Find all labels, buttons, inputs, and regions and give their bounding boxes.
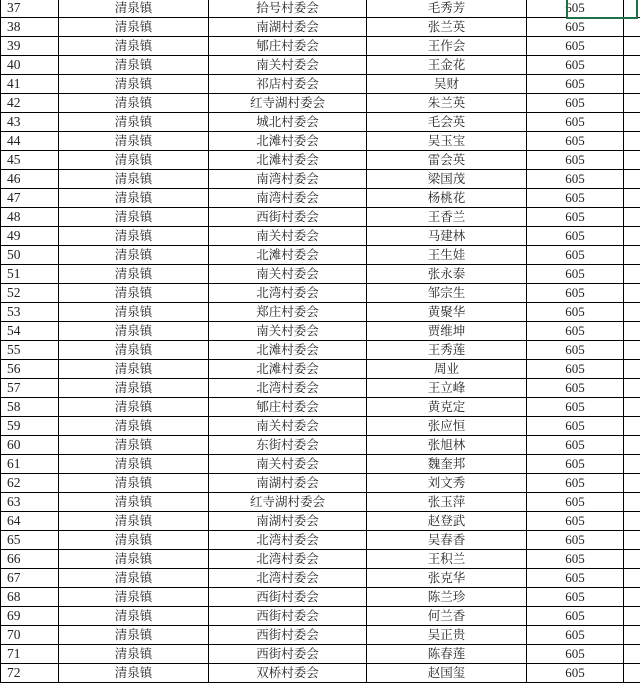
town-cell[interactable]: 清泉镇 [59,607,209,626]
amount-cell[interactable]: 605 [527,664,624,683]
village-cell[interactable]: 北湾村委会 [209,531,367,550]
town-cell[interactable]: 清泉镇 [59,113,209,132]
town-cell[interactable]: 清泉镇 [59,322,209,341]
empty-cell[interactable] [624,398,640,417]
table-row [1,75,640,94]
name-cell[interactable]: 张兰英 [367,18,527,37]
name-cell[interactable]: 王秀莲 [367,341,527,360]
village-cell[interactable]: 北湾村委会 [209,569,367,588]
amount-cell[interactable]: 605 [527,550,624,569]
row-number-cell[interactable]: 64 [1,512,59,531]
village-cell[interactable]: 南湖村委会 [209,512,367,531]
row-number-cell[interactable]: 44 [1,132,59,151]
name-cell[interactable]: 刘文秀 [367,474,527,493]
row-number-cell[interactable]: 71 [1,645,59,664]
name-cell[interactable]: 陈兰珍 [367,588,527,607]
empty-cell[interactable] [624,341,640,360]
name-cell[interactable]: 周业 [367,360,527,379]
empty-cell[interactable] [624,455,640,474]
table-row [1,322,640,341]
name-cell[interactable]: 吴财 [367,75,527,94]
amount-cell[interactable]: 605 [527,94,624,113]
village-cell[interactable]: 南湖村委会 [209,18,367,37]
name-cell[interactable]: 杨桃花 [367,189,527,208]
empty-cell[interactable] [624,474,640,493]
village-cell[interactable]: 城北村委会 [209,113,367,132]
row-number-cell[interactable]: 42 [1,94,59,113]
amount-cell[interactable]: 605 [527,113,624,132]
empty-cell[interactable] [624,569,640,588]
sheet-body [1,0,640,683]
amount-cell[interactable]: 605 [527,132,624,151]
empty-cell[interactable] [624,189,640,208]
town-cell[interactable]: 清泉镇 [59,246,209,265]
town-cell[interactable]: 清泉镇 [59,360,209,379]
table-row [1,626,640,645]
row-number-cell[interactable]: 63 [1,493,59,512]
village-cell[interactable]: 双桥村委会 [209,664,367,683]
amount-cell[interactable]: 605 [527,151,624,170]
empty-cell[interactable] [624,208,640,227]
village-cell[interactable]: 祁店村委会 [209,75,367,94]
empty-cell[interactable] [624,417,640,436]
village-cell[interactable]: 南关村委会 [209,265,367,284]
empty-cell[interactable] [624,588,640,607]
name-cell[interactable]: 赵国玺 [367,664,527,683]
town-cell[interactable]: 清泉镇 [59,227,209,246]
name-cell[interactable]: 马建林 [367,227,527,246]
row-number-cell[interactable]: 65 [1,531,59,550]
row-number-cell[interactable]: 40 [1,56,59,75]
table-row [1,360,640,379]
village-cell[interactable]: 红寺湖村委会 [209,493,367,512]
table-row [1,607,640,626]
town-cell[interactable]: 清泉镇 [59,664,209,683]
name-cell[interactable]: 王作会 [367,37,527,56]
empty-cell[interactable] [624,607,640,626]
row-number-cell[interactable]: 61 [1,455,59,474]
name-cell[interactable]: 张应恒 [367,417,527,436]
amount-cell[interactable]: 605 [527,18,624,37]
empty-cell[interactable] [624,436,640,455]
name-cell[interactable]: 王生娃 [367,246,527,265]
name-cell[interactable]: 王立峰 [367,379,527,398]
name-cell[interactable]: 张旭林 [367,436,527,455]
row-number-cell[interactable]: 37 [1,0,59,18]
row-number-cell[interactable]: 39 [1,37,59,56]
town-cell[interactable]: 清泉镇 [59,284,209,303]
village-cell[interactable]: 西街村委会 [209,208,367,227]
table-row [1,113,640,132]
village-cell[interactable]: 北滩村委会 [209,341,367,360]
row-number-cell[interactable]: 56 [1,360,59,379]
name-cell[interactable]: 朱兰英 [367,94,527,113]
village-cell[interactable]: 南关村委会 [209,322,367,341]
name-cell[interactable]: 梁国茂 [367,170,527,189]
town-cell[interactable]: 清泉镇 [59,398,209,417]
table-row [1,56,640,75]
table-row [1,151,640,170]
table-row [1,189,640,208]
village-cell[interactable]: 北湾村委会 [209,284,367,303]
amount-cell[interactable]: 605 [527,607,624,626]
name-cell[interactable]: 张永泰 [367,265,527,284]
table-row [1,455,640,474]
amount-cell[interactable]: 605 [527,626,624,645]
name-cell[interactable]: 贾维坤 [367,322,527,341]
name-cell[interactable]: 陈春莲 [367,645,527,664]
town-cell[interactable]: 清泉镇 [59,189,209,208]
village-cell[interactable]: 南湾村委会 [209,189,367,208]
row-number-cell[interactable]: 68 [1,588,59,607]
empty-cell[interactable] [624,626,640,645]
amount-cell[interactable]: 605 [527,379,624,398]
row-number-cell[interactable]: 53 [1,303,59,322]
name-cell[interactable]: 张克华 [367,569,527,588]
amount-cell[interactable]: 605 [527,417,624,436]
empty-cell[interactable] [624,284,640,303]
table-row [1,227,640,246]
amount-cell[interactable]: 605 [527,265,624,284]
name-cell[interactable]: 王积兰 [367,550,527,569]
table-row [1,398,640,417]
amount-cell[interactable]: 605 [527,0,624,18]
empty-cell[interactable] [624,170,640,189]
amount-cell[interactable]: 605 [527,512,624,531]
empty-cell[interactable] [624,322,640,341]
empty-cell[interactable] [624,379,640,398]
empty-cell[interactable] [624,0,640,18]
village-cell[interactable]: 南关村委会 [209,227,367,246]
village-cell[interactable]: 东街村委会 [209,436,367,455]
town-cell[interactable]: 清泉镇 [59,436,209,455]
row-number-cell[interactable]: 46 [1,170,59,189]
village-cell[interactable]: 郇庄村委会 [209,37,367,56]
town-cell[interactable]: 清泉镇 [59,474,209,493]
row-number-cell[interactable]: 43 [1,113,59,132]
empty-cell[interactable] [624,493,640,512]
name-cell[interactable]: 雷会英 [367,151,527,170]
row-number-cell[interactable]: 41 [1,75,59,94]
table-row [1,303,640,322]
name-cell[interactable]: 吴玉宝 [367,132,527,151]
table-row [1,208,640,227]
row-number-cell[interactable]: 66 [1,550,59,569]
amount-cell[interactable]: 605 [527,227,624,246]
name-cell[interactable]: 张玉萍 [367,493,527,512]
table-row [1,569,640,588]
table-row [1,37,640,56]
empty-cell[interactable] [624,113,640,132]
name-cell[interactable]: 黄聚华 [367,303,527,322]
empty-cell[interactable] [624,664,640,683]
empty-cell[interactable] [624,37,640,56]
empty-cell[interactable] [624,132,640,151]
town-cell[interactable]: 清泉镇 [59,265,209,284]
empty-cell[interactable] [624,75,640,94]
village-cell[interactable]: 拾号村委会 [209,0,367,18]
town-cell[interactable]: 清泉镇 [59,94,209,113]
village-cell[interactable]: 南关村委会 [209,455,367,474]
name-cell[interactable]: 王香兰 [367,208,527,227]
table-row [1,493,640,512]
village-cell[interactable]: 北滩村委会 [209,151,367,170]
town-cell[interactable]: 清泉镇 [59,170,209,189]
table-row [1,379,640,398]
empty-cell[interactable] [624,531,640,550]
name-cell[interactable]: 黄克定 [367,398,527,417]
town-cell[interactable]: 清泉镇 [59,75,209,94]
empty-cell[interactable] [624,550,640,569]
row-number-cell[interactable]: 60 [1,436,59,455]
town-cell[interactable]: 清泉镇 [59,569,209,588]
village-cell[interactable]: 北湾村委会 [209,379,367,398]
amount-cell[interactable]: 605 [527,246,624,265]
amount-cell[interactable]: 605 [527,493,624,512]
amount-cell[interactable]: 605 [527,645,624,664]
row-number-cell[interactable]: 48 [1,208,59,227]
amount-cell[interactable]: 605 [527,588,624,607]
row-number-cell[interactable]: 59 [1,417,59,436]
amount-cell[interactable]: 605 [527,531,624,550]
row-number-cell[interactable]: 52 [1,284,59,303]
row-number-cell[interactable]: 50 [1,246,59,265]
town-cell[interactable]: 清泉镇 [59,18,209,37]
town-cell[interactable]: 清泉镇 [59,341,209,360]
table-row [1,417,640,436]
row-number-cell[interactable]: 38 [1,18,59,37]
row-number-cell[interactable]: 72 [1,664,59,683]
town-cell[interactable]: 清泉镇 [59,550,209,569]
amount-cell[interactable]: 605 [527,455,624,474]
table-row [1,512,640,531]
name-cell[interactable]: 吴春香 [367,531,527,550]
empty-cell[interactable] [624,303,640,322]
empty-cell[interactable] [624,645,640,664]
village-cell[interactable]: 西街村委会 [209,588,367,607]
empty-cell[interactable] [624,246,640,265]
empty-cell[interactable] [624,18,640,37]
name-cell[interactable]: 邹宗生 [367,284,527,303]
town-cell[interactable]: 清泉镇 [59,303,209,322]
amount-cell[interactable]: 605 [527,398,624,417]
row-number-cell[interactable]: 62 [1,474,59,493]
amount-cell[interactable]: 605 [527,436,624,455]
town-cell[interactable]: 清泉镇 [59,0,209,18]
village-cell[interactable]: 北滩村委会 [209,246,367,265]
village-cell[interactable]: 南湾村委会 [209,170,367,189]
empty-cell[interactable] [624,360,640,379]
row-number-cell[interactable]: 57 [1,379,59,398]
village-cell[interactable]: 西街村委会 [209,645,367,664]
row-number-cell[interactable]: 51 [1,265,59,284]
table-row [1,341,640,360]
table-row [1,645,640,664]
town-cell[interactable]: 清泉镇 [59,132,209,151]
table-row [1,265,640,284]
row-number-cell[interactable]: 69 [1,607,59,626]
table-row [1,0,640,18]
table-row [1,588,640,607]
amount-cell[interactable]: 605 [527,360,624,379]
row-number-cell[interactable]: 47 [1,189,59,208]
row-number-cell[interactable]: 49 [1,227,59,246]
name-cell[interactable]: 毛秀芳 [367,0,527,18]
village-cell[interactable]: 西街村委会 [209,626,367,645]
amount-cell[interactable]: 605 [527,75,624,94]
town-cell[interactable]: 清泉镇 [59,56,209,75]
row-number-cell[interactable]: 45 [1,151,59,170]
amount-cell[interactable]: 605 [527,341,624,360]
row-number-cell[interactable]: 54 [1,322,59,341]
name-cell[interactable]: 王金花 [367,56,527,75]
table-row [1,18,640,37]
amount-cell[interactable]: 605 [527,569,624,588]
town-cell[interactable]: 清泉镇 [59,379,209,398]
name-cell[interactable]: 魏奎邦 [367,455,527,474]
empty-cell[interactable] [624,512,640,531]
table-row [1,284,640,303]
empty-cell[interactable] [624,56,640,75]
village-cell[interactable]: 北滩村委会 [209,360,367,379]
row-number-cell[interactable]: 58 [1,398,59,417]
amount-cell[interactable]: 605 [527,322,624,341]
village-cell[interactable]: 西街村委会 [209,607,367,626]
row-number-cell[interactable]: 70 [1,626,59,645]
amount-cell[interactable]: 605 [527,474,624,493]
town-cell[interactable]: 清泉镇 [59,493,209,512]
name-cell[interactable]: 毛会英 [367,113,527,132]
table-row [1,170,640,189]
name-cell[interactable]: 赵登武 [367,512,527,531]
amount-cell[interactable]: 605 [527,208,624,227]
town-cell[interactable]: 清泉镇 [59,37,209,56]
town-cell[interactable]: 清泉镇 [59,208,209,227]
name-cell[interactable]: 何兰香 [367,607,527,626]
village-cell[interactable]: 郑庄村委会 [209,303,367,322]
amount-cell[interactable]: 605 [527,189,624,208]
village-cell[interactable]: 南关村委会 [209,56,367,75]
table-row [1,132,640,151]
name-cell[interactable]: 吴正贵 [367,626,527,645]
village-cell[interactable]: 南湖村委会 [209,474,367,493]
town-cell[interactable]: 清泉镇 [59,151,209,170]
town-cell[interactable]: 清泉镇 [59,455,209,474]
table-row [1,531,640,550]
amount-cell[interactable]: 605 [527,303,624,322]
town-cell[interactable]: 清泉镇 [59,626,209,645]
empty-cell[interactable] [624,227,640,246]
village-cell[interactable]: 红寺湖村委会 [209,94,367,113]
table-row [1,94,640,113]
village-cell[interactable]: 南关村委会 [209,417,367,436]
table-row [1,664,640,683]
amount-cell[interactable]: 605 [527,284,624,303]
town-cell[interactable]: 清泉镇 [59,417,209,436]
village-cell[interactable]: 北滩村委会 [209,132,367,151]
empty-cell[interactable] [624,265,640,284]
town-cell[interactable]: 清泉镇 [59,645,209,664]
town-cell[interactable]: 清泉镇 [59,531,209,550]
table-row [1,474,640,493]
town-cell[interactable]: 清泉镇 [59,588,209,607]
row-number-cell[interactable]: 67 [1,569,59,588]
village-cell[interactable]: 北湾村委会 [209,550,367,569]
table-row [1,436,640,455]
table-row [1,550,640,569]
table-row [1,246,640,265]
empty-cell[interactable] [624,151,640,170]
empty-cell[interactable] [624,94,640,113]
village-cell[interactable]: 郇庄村委会 [209,398,367,417]
row-number-cell[interactable]: 55 [1,341,59,360]
town-cell[interactable]: 清泉镇 [59,512,209,531]
amount-cell[interactable]: 605 [527,170,624,189]
amount-cell[interactable]: 605 [527,37,624,56]
amount-cell[interactable]: 605 [527,56,624,75]
